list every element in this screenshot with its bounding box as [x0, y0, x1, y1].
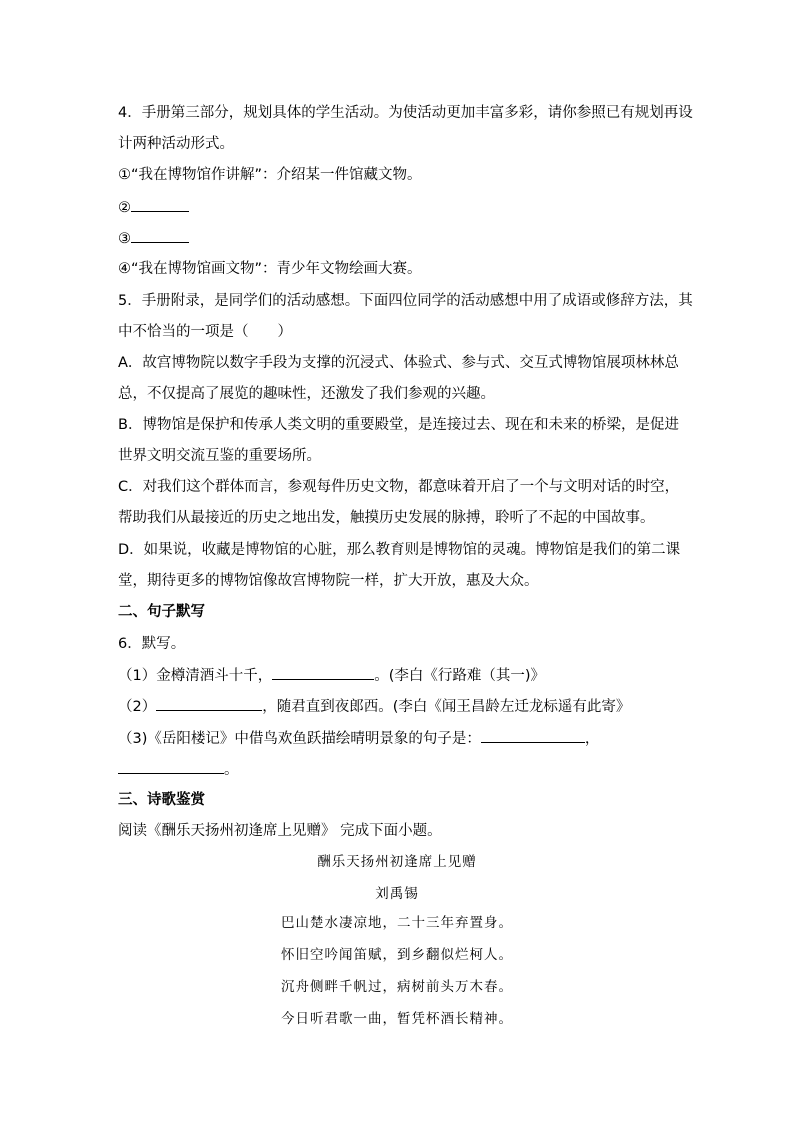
q5-option-b-line-2: 世界文明交流互鉴的重要场所。 — [118, 448, 321, 464]
section-3-heading: 三、诗歌鉴赏 — [118, 792, 205, 808]
q6-item-1-source: 。(李白《行路难（其一)》 — [374, 668, 546, 684]
q6-item-3-text: （3)《岳阳楼记》中借鸟欢鱼跃描绘晴明景象的句子是： — [118, 731, 481, 747]
q5-option-d-line-2: 堂，期待更多的博物馆像故宫博物院一样，扩大开放，惠及大众。 — [118, 573, 539, 589]
answer-blank[interactable] — [481, 728, 585, 743]
q6-item-3-cont — [118, 759, 239, 780]
q4-item-3 — [118, 228, 189, 249]
answer-blank[interactable] — [156, 696, 262, 711]
q6-item-3-end: 。 — [224, 762, 239, 778]
q5-line-2: 中不恰当的一项是（ ） — [118, 324, 292, 340]
q5-option-a-line-1: A．故宫博物院以数字手段为支撑的沉浸式、体验式、参与式、交互式博物馆展项林林总 — [118, 355, 679, 371]
q6-item-3-comma: ， — [584, 731, 600, 747]
poem-line: 巴山楚水凄凉地，二十三年弃置身。 — [281, 915, 513, 931]
poem-line: 今日听君歌一曲，暂凭杯酒长精神。 — [281, 1011, 513, 1027]
q4-item-3-prefix: ③ — [118, 231, 131, 247]
q6-item-2-text: ，随君直到夜郎西。(李白《闻王昌龄左迁龙标遥有此寄》 — [262, 699, 631, 715]
q4-item-4: ④“我在博物馆画文物”：青少年文物绘画大赛。 — [118, 261, 422, 277]
q4-line-2: 计两种活动形式。 — [118, 136, 234, 152]
answer-blank[interactable] — [118, 759, 224, 774]
q6-item-1-text: （1）金樽清酒斗十千， — [118, 668, 273, 684]
q5-option-c-line-1: C．对我们这个群体而言，参观每件历史文物，都意味着开启了一个与文明对话的时空， — [118, 479, 680, 495]
poem-line: 怀旧空吟闻笛赋，到乡翻似烂柯人。 — [281, 947, 513, 963]
section-2-heading: 二、句子默写 — [118, 604, 205, 620]
answer-blank[interactable] — [131, 228, 189, 243]
q5-option-d-line-1: D．如果说，收藏是博物馆的心脏，那么教育则是博物馆的灵魂。博物馆是我们的第二课 — [118, 542, 681, 558]
q4-item-2 — [118, 197, 189, 218]
q6-item-2-number: （2） — [118, 699, 157, 715]
q5-option-b-line-1: B．博物馆是保护和传承人类文明的重要殿堂，是连接过去、现在和未来的桥梁，是促进 — [118, 417, 679, 433]
answer-blank[interactable] — [131, 197, 189, 212]
poem-title: 酬乐天扬州初逢席上见赠 — [317, 854, 477, 870]
q5-option-a-line-2: 总，不仅提高了展览的趣味性，还激发了我们参观的兴趣。 — [118, 386, 495, 402]
answer-blank[interactable] — [272, 665, 374, 680]
q6-item-1 — [118, 665, 545, 686]
q5-line-1: 5．手册附录，是同学们的活动感想。下面四位同学的活动感想中用了成语或修辞方法，其 — [118, 293, 693, 309]
poem-intro: 阅读《酬乐天扬州初逢席上见赠》 完成下面小题。 — [118, 823, 442, 839]
poem-author: 刘禹锡 — [375, 886, 419, 902]
q6-title: 6．默写。 — [118, 636, 186, 652]
poem-line: 沉舟侧畔千帆过，病树前头万木春。 — [281, 979, 513, 995]
q4-item-1: ①“我在博物馆作讲解”：介绍某一件馆藏文物。 — [118, 167, 422, 183]
q4-item-2-prefix: ② — [118, 200, 131, 216]
q6-item-3 — [118, 728, 599, 749]
q4-line-1: 4．手册第三部分，规划具体的学生活动。为使活动更加丰富多彩，请你参照已有规划再设 — [118, 105, 693, 121]
q5-option-c-line-2: 帮助我们从最接近的历史之地出发，触摸历史发展的脉搏，聆听了不起的中国故事。 — [118, 510, 655, 526]
q6-item-2 — [118, 696, 630, 717]
